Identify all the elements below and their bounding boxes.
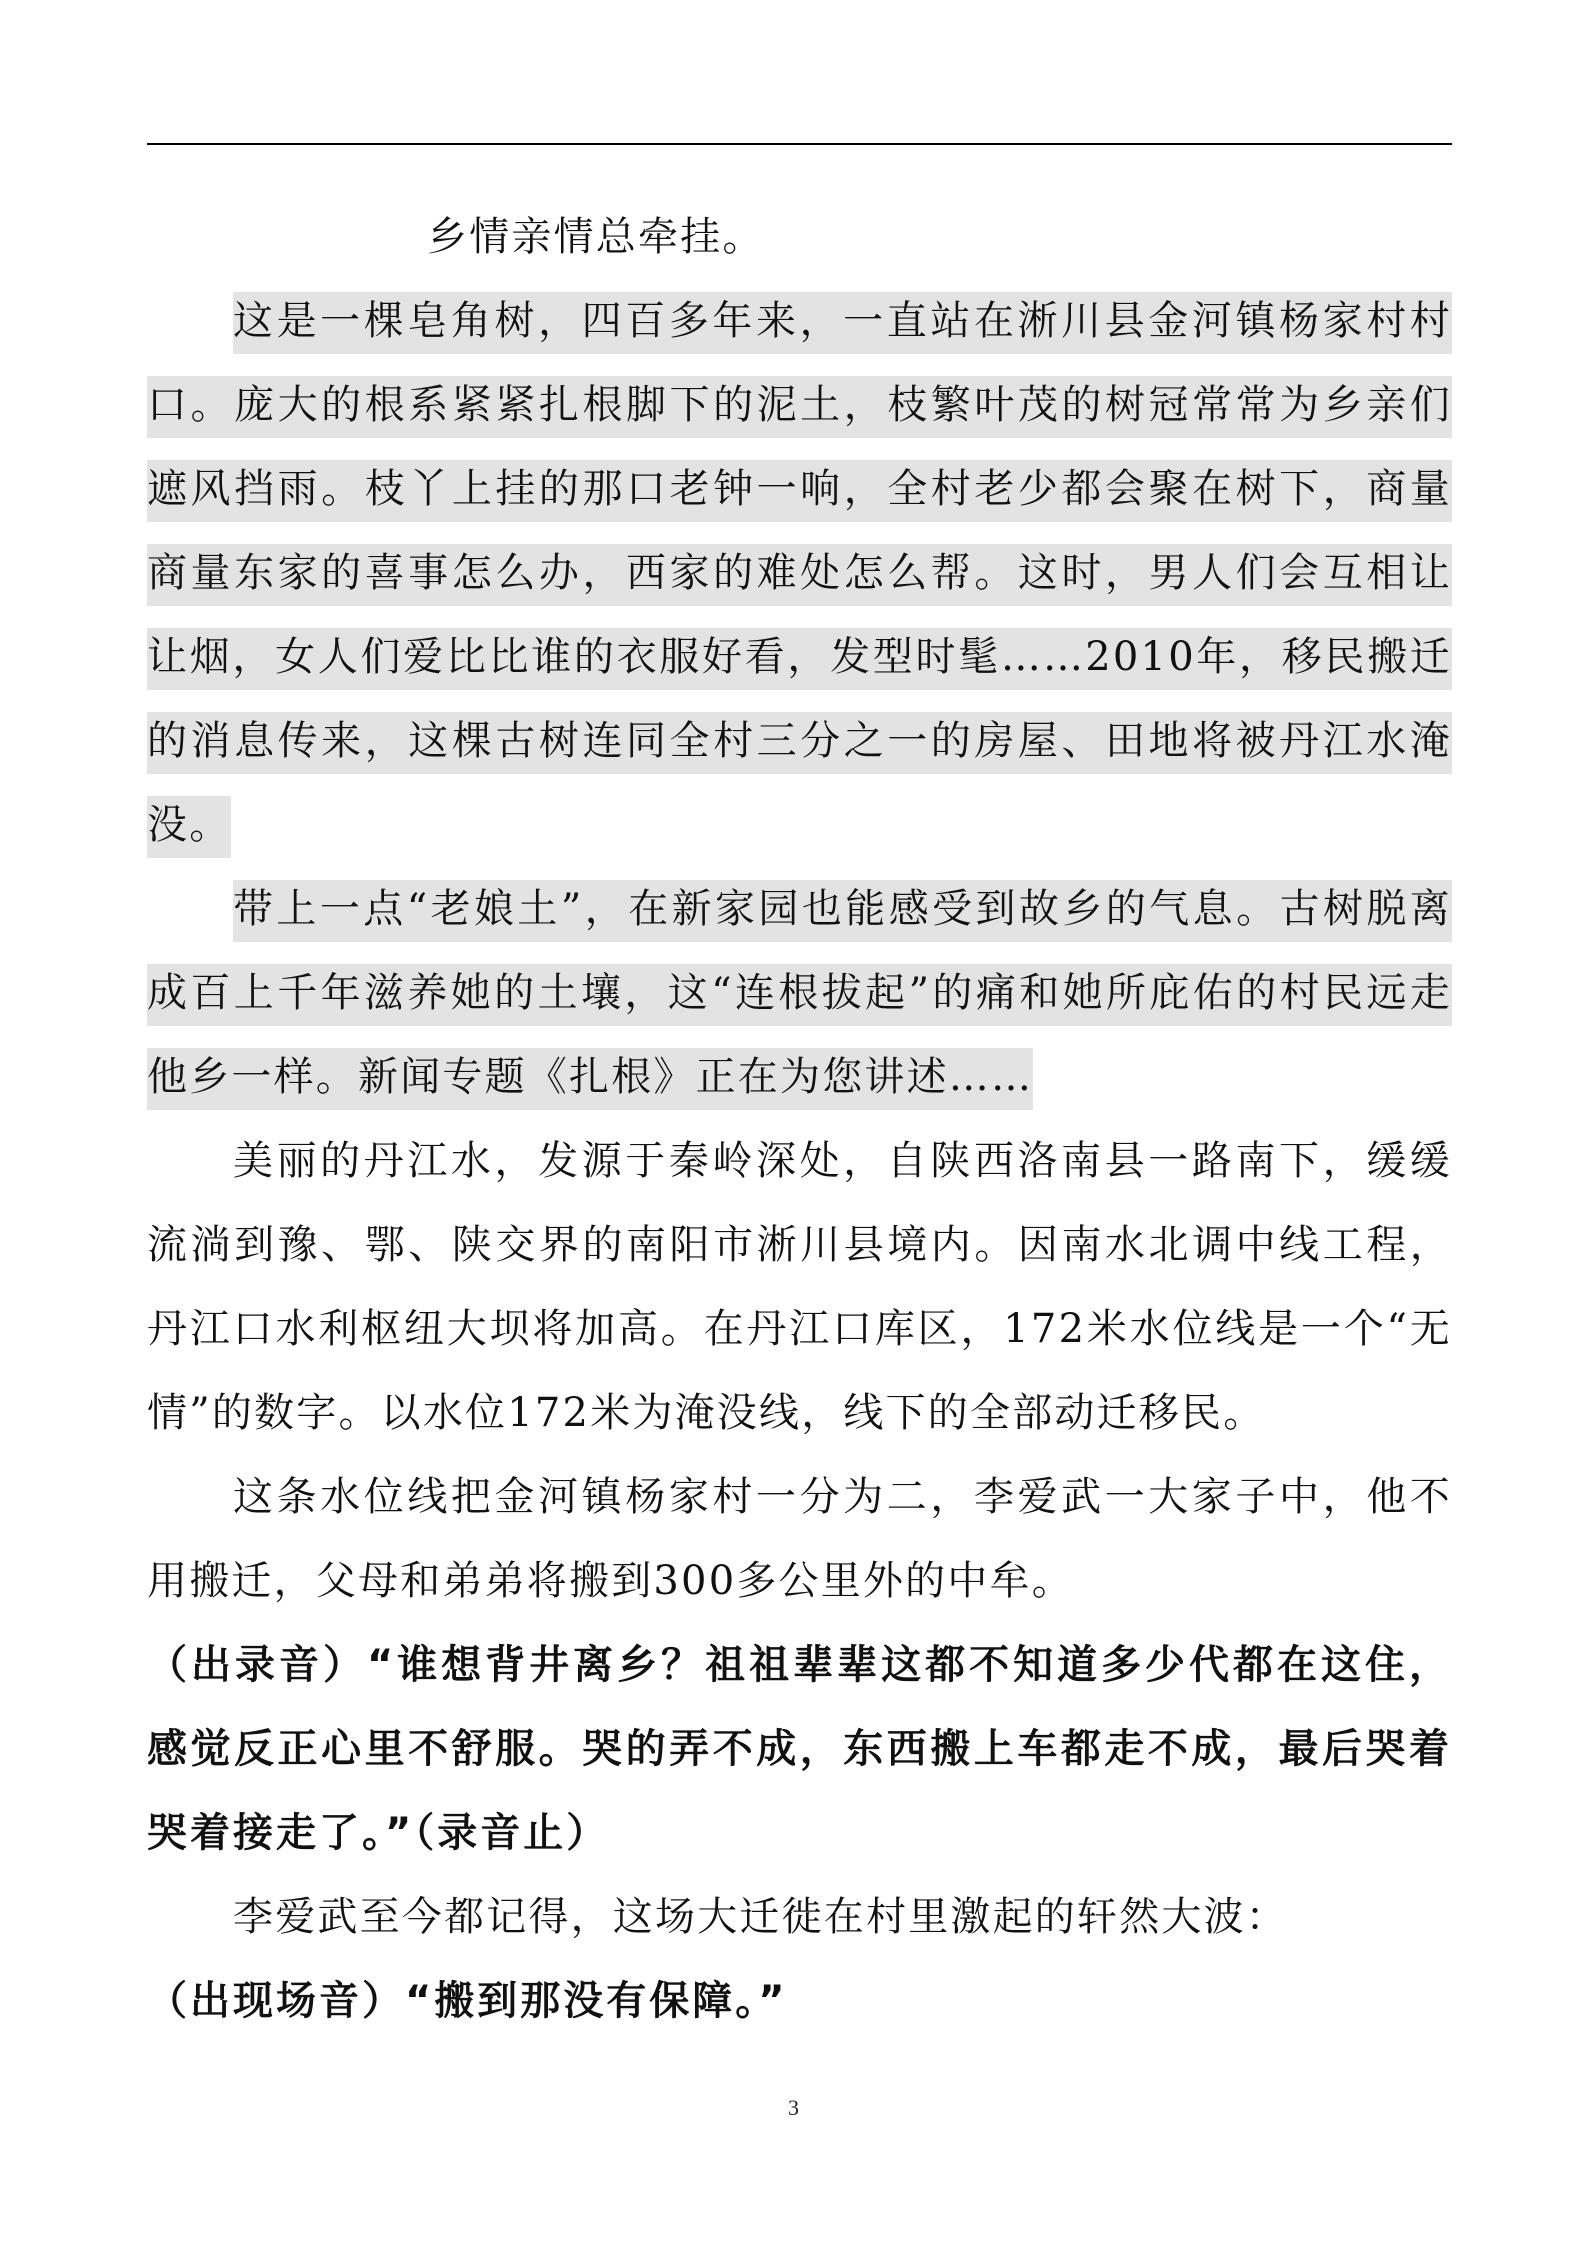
- paragraph-6-text: （出录音）“谁想背井离乡？祖祖辈辈这都不知道多少代都在这住，感觉反正心里不舒服。哭的弄不成，东西搬上车都走不成，最后哭着哭着接走了。”（录音止）: [147, 1642, 1452, 1856]
- paragraph-2: [147, 279, 1452, 867]
- header-rule: [147, 143, 1452, 145]
- page-number: 3: [788, 2095, 799, 2120]
- paragraph-6-recording: [147, 1623, 1452, 1875]
- paragraph-7: [147, 1875, 1452, 1959]
- paragraph-8-text: （出现场音）“搬到那没有保障。”: [147, 1978, 788, 2024]
- document-body: [147, 195, 1452, 2043]
- paragraph-3-text: 带上一点“老娘土”，在新家园也能感受到故乡的气息。古树脱离成百上千年滋养她的土壤，这“连根拔起”的痛和她所庇佑的村民远走他乡一样。新闻专题《扎根》正在为您讲述……: [147, 880, 1452, 1110]
- paragraph-8-onsite-sound: [147, 1959, 1452, 2043]
- paragraph-3: [147, 867, 1452, 1119]
- paragraph-1: [147, 195, 1452, 279]
- paragraph-4: [147, 1119, 1452, 1455]
- paragraph-4-text: 美丽的丹江水，发源于秦岭深处，自陕西洛南县一路南下，缓缓流淌到豫、鄂、陕交界的南阳市淅川县境内。因南水北调中线工程，丹江口水利枢纽大坝将加高。在丹江口库区，172米水位线是一个“无情”的数字。以水位172米为淹没线，线下的全部动迁移民。: [147, 1138, 1452, 1436]
- paragraph-7-text: 李爱武至今都记得，这场大迁徙在村里激起的轩然大波：: [233, 1894, 1288, 1940]
- paragraph-5: [147, 1455, 1452, 1623]
- paragraph-1-text: 乡情亲情总牵挂。: [427, 214, 765, 260]
- paragraph-2-text: 这是一棵皂角树，四百多年来，一直站在淅川县金河镇杨家村村口。庞大的根系紧紧扎根脚下的泥土，枝繁叶茂的树冠常常为乡亲们遮风挡雨。枝丫上挂的那口老钟一响，全村老少都会聚在树下，商量商量东家的喜事怎么办，西家的难处怎么帮。这时，男人们会互相让让烟，女人们爱比比谁的衣服好看，发型时髦……2010年，移民搬迁的消息传来，这棵古树连同全村三分之一的房屋、田地将被丹江水淹没。: [147, 292, 1452, 858]
- paragraph-5-text: 这条水位线把金河镇杨家村一分为二，李爱武一大家子中，他不用搬迁，父母和弟弟将搬到300多公里外的中牟。: [147, 1474, 1452, 1604]
